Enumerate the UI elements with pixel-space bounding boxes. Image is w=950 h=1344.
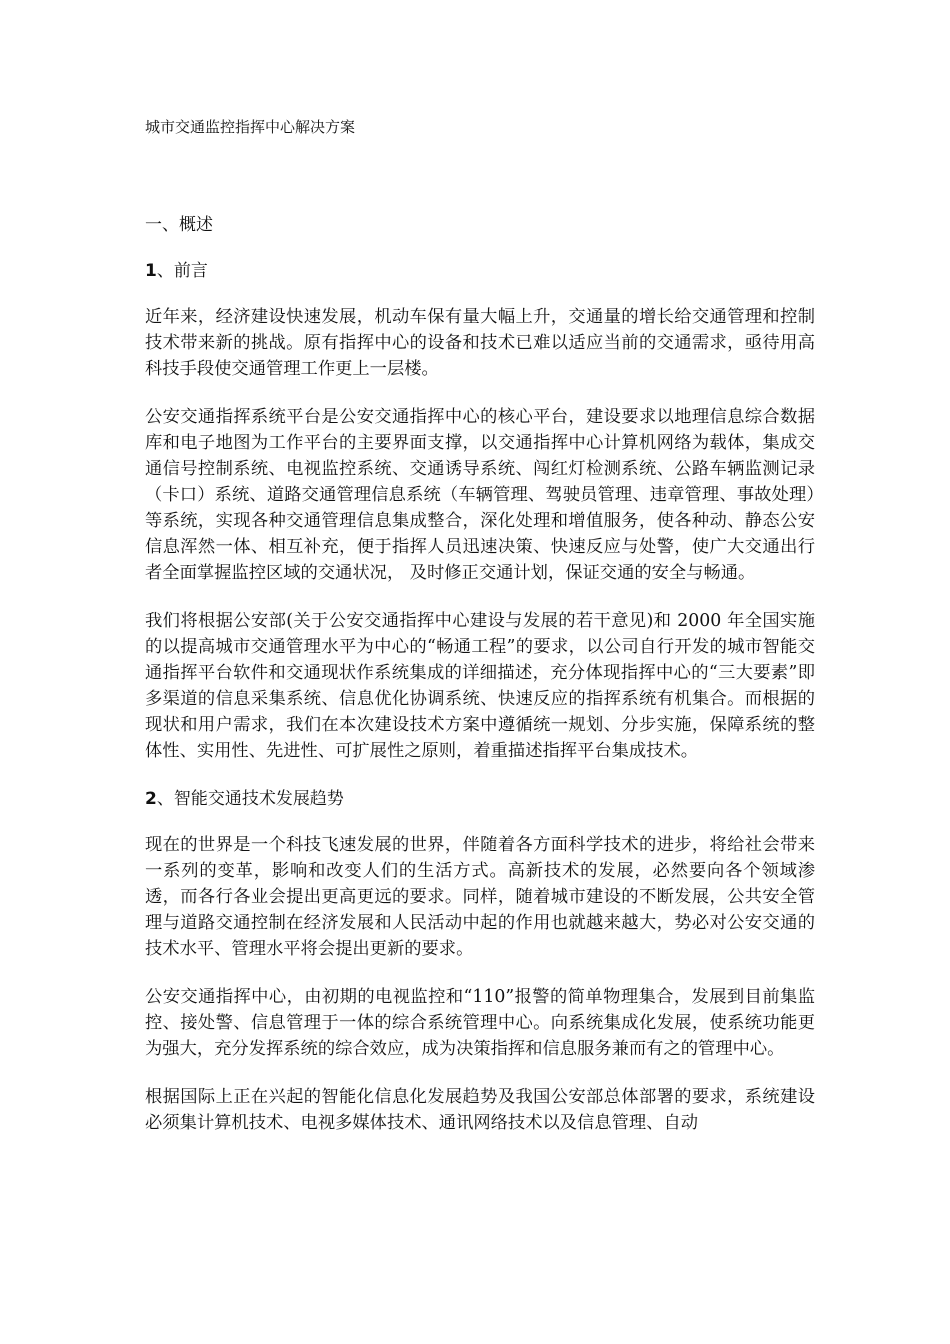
paragraph: 近年来，经济建设快速发展，机动车保有量大幅上升，交通量的增长给交通管理和控制技术带来新的挑战。原有指挥中心的设备和技术已难以适应当前的交通需求，亟待用高科技手段使交通管理工作更上一层楼。 xyxy=(145,307,815,379)
section-heading-overview: 一、概述 xyxy=(145,215,213,235)
subsection-number: 2 xyxy=(145,789,157,809)
document-page xyxy=(145,115,815,1158)
paragraph: 我们将根据公安部(关于公安交通指挥中心建设与发展的若干意见)和 2000 年全国实施的以提高城市交通管理水平为中心的“畅通工程”的要求，以公司自行开发的城市智能交通指挥平台软件和交通现状作系统集成的详细描述，充分体现指挥中心的“三大要素”即多渠道的信息采集系统、信息优化协调系统、快速反应的指挥系统有机集合。而根据的现状和用户需求，我们在本次建设技术方案中遵循统一规划、分步实施，保障系统的整体性、实用性、先进性、可扩展性之原则，着重描述指挥平台集成技术。 xyxy=(145,611,815,761)
paragraph: 根据国际上正在兴起的智能化信息化发展趋势及我国公安部总体部署的要求，系统建设必须集计算机技术、电视多媒体技术、通讯网络技术以及信息管理、自动 xyxy=(145,1087,815,1133)
paragraph: 公安交通指挥中心，由初期的电视监控和“110”报警的简单物理集合，发展到目前集监控、接处警、信息管理于一体的综合系统管理中心。向系统集成化发展，使系统功能更为强大，充分发挥系统的综合效应，成为决策指挥和信息服务兼而有之的管理中心。 xyxy=(145,987,815,1059)
subsection-title: 、智能交通技术发展趋势 xyxy=(156,789,344,809)
paragraph: 现在的世界是一个科技飞速发展的世界，伴随着各方面科学技术的进步，将给社会带来一系列的变革，影响和改变人们的生活方式。高新技术的发展，必然要向各个领域渗透，而各行各业会提出更高更远的要求。同样，随着城市建设的不断发展，公共安全管理与道路交通控制在经济发展和人民活动中起的作用也就越来越大，势必对公安交通的技术水平、管理水平将会提出更新的要求。 xyxy=(145,835,815,959)
document-title: 城市交通监控指挥中心解决方案 xyxy=(145,118,356,136)
subsection-title: 、前言 xyxy=(156,261,208,281)
subsection-number: 1 xyxy=(145,261,157,281)
subsection-heading-preface xyxy=(145,258,815,284)
subsection-heading-trends xyxy=(145,786,815,812)
paragraph: 公安交通指挥系统平台是公安交通指挥中心的核心平台，建设要求以地理信息综合数据库和电子地图为工作平台的主要界面支撑，以交通指挥中心计算机网络为载体，集成交通信号控制系统、电视监控系统、交通诱导系统、闯红灯检测系统、公路车辆监测记录（卡口）系统、道路交通管理信息系统（车辆管理、驾驶员管理、违章管理、事故处理）等系统，实现各种交通管理信息集成整合，深化处理和增值服务，使各种动、静态公安信息浑然一体、相互补充，便于指挥人员迅速决策、快速反应与处警，使广大交通出行者全面掌握监控区域的交通状况， 及时修正交通计划，保证交通的安全与畅通。 xyxy=(145,407,815,583)
